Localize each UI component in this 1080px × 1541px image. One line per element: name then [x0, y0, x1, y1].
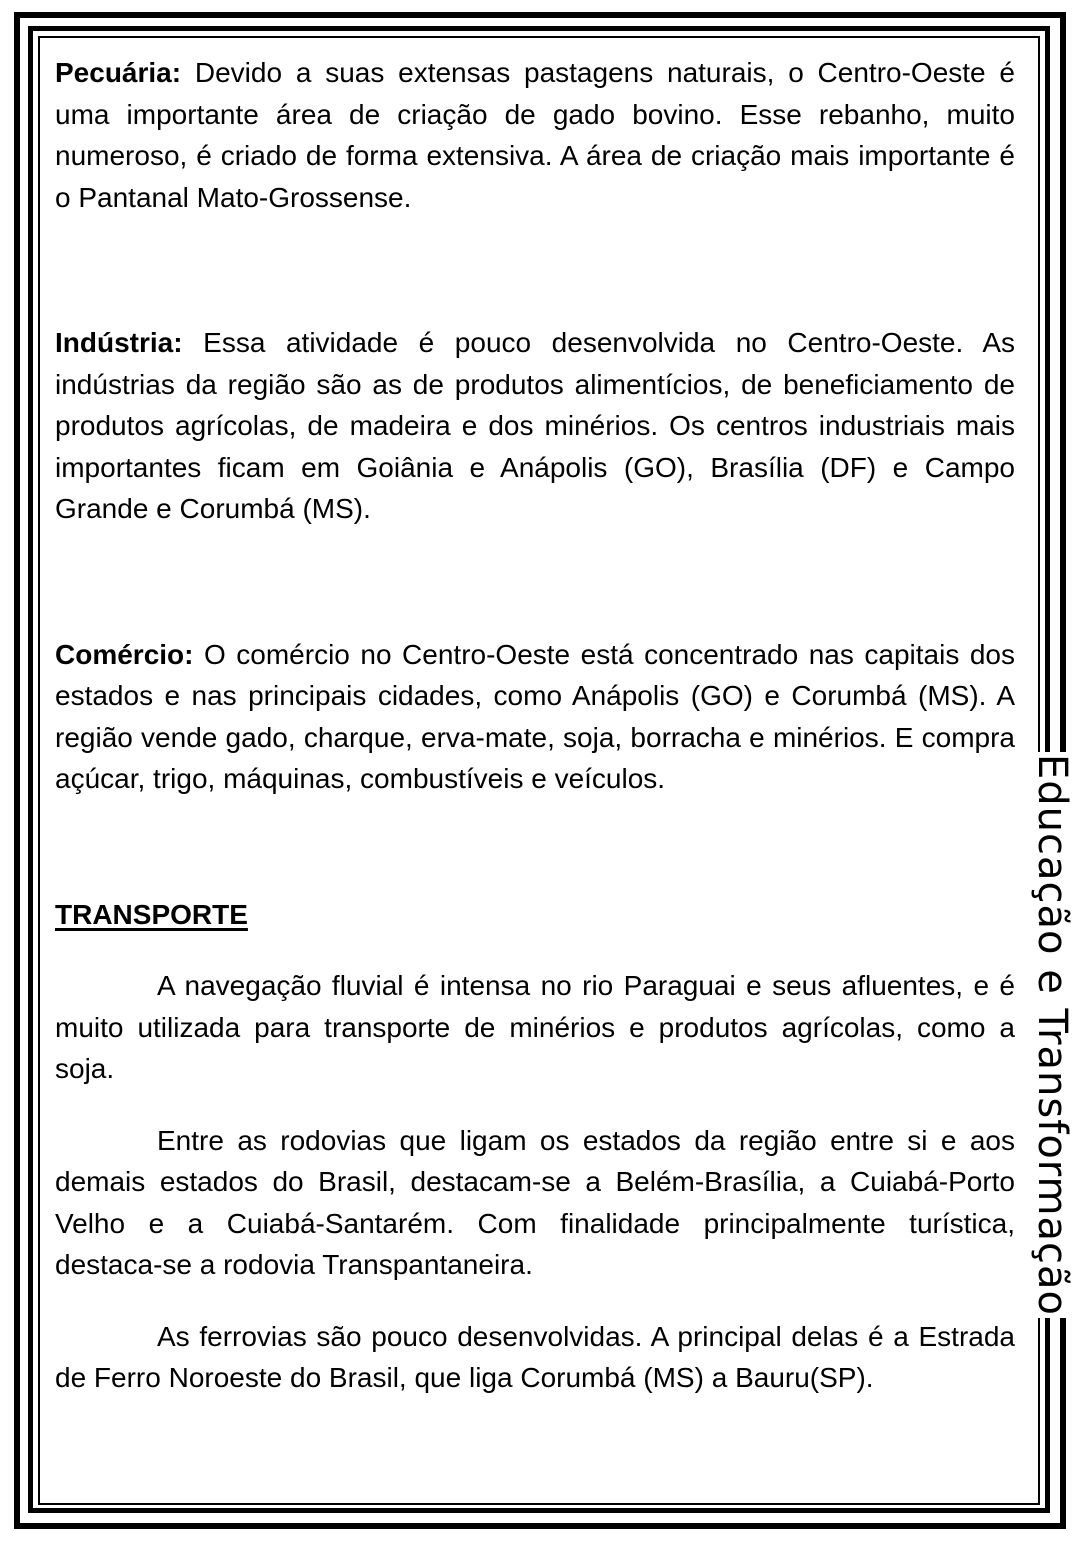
side-label: Educação e Transformação: [1029, 754, 1075, 1316]
transporte-paragraph-3: As ferrovias são pouco desenvolvidas. A principal delas é a Estrada de Ferro Noroeste do Brasil, que liga Corumbá (MS) a Bauru(SP).: [55, 1320, 1015, 1393]
transporte-paragraph-2: Entre as rodovias que ligam os estados da região entre si e aos demais estados do Brasil, destacam-se a Belém-Brasília, a Cuiabá-Porto Velho e a Cuiabá-Santarém. Com finalidade principalmente turística, destaca-se a rodovia Transpantaneira.: [55, 1124, 1015, 1280]
side-label-container: [1022, 752, 1075, 1316]
transporte-paragraph-1: A navegação fluvial é intensa no rio Paraguai e seus afluentes, e é muito utilizada para transporte de minérios e produtos agrícolas, como a soja.: [55, 970, 1015, 1084]
pecuaria-paragraph: [55, 52, 1015, 218]
transporte-heading: TRANSPORTE: [55, 898, 248, 930]
document-body: [55, 52, 1015, 1399]
industria-label: Indústria:: [55, 327, 183, 358]
pecuaria-label: Pecuária:: [55, 57, 182, 88]
comercio-text: O comércio no Centro-Oeste está concentrado nas capitais dos estados e nas principais cidades, como Anápolis (GO) e Corumbá (MS). A região vende gado, charque, erva-mate, soja, borracha e minérios. E compra açúcar, trigo, máquinas, combustíveis e veículos.: [55, 638, 1015, 794]
pecuaria-text: Devido a suas extensas pastagens naturais, o Centro-Oeste é uma importante área de criação de gado bovino. Esse rebanho, muito numeroso, é criado de forma extensiva. A área de criação mais importante é o Pantanal Mato-Grossense.: [55, 57, 1015, 213]
industria-text: Essa atividade é pouco desenvolvida no Centro-Oeste. As indústrias da região são as de produtos alimentícios, de beneficiamento de produtos agrícolas, de madeira e dos minérios. Os centros industriais mais importantes ficam em Goiânia e Anápolis (GO), Brasília (DF) e Campo Grande e Corumbá (MS).: [55, 327, 1015, 524]
industria-paragraph: [55, 322, 1015, 530]
comercio-paragraph: [55, 634, 1015, 800]
comercio-label: Comércio:: [55, 638, 194, 670]
